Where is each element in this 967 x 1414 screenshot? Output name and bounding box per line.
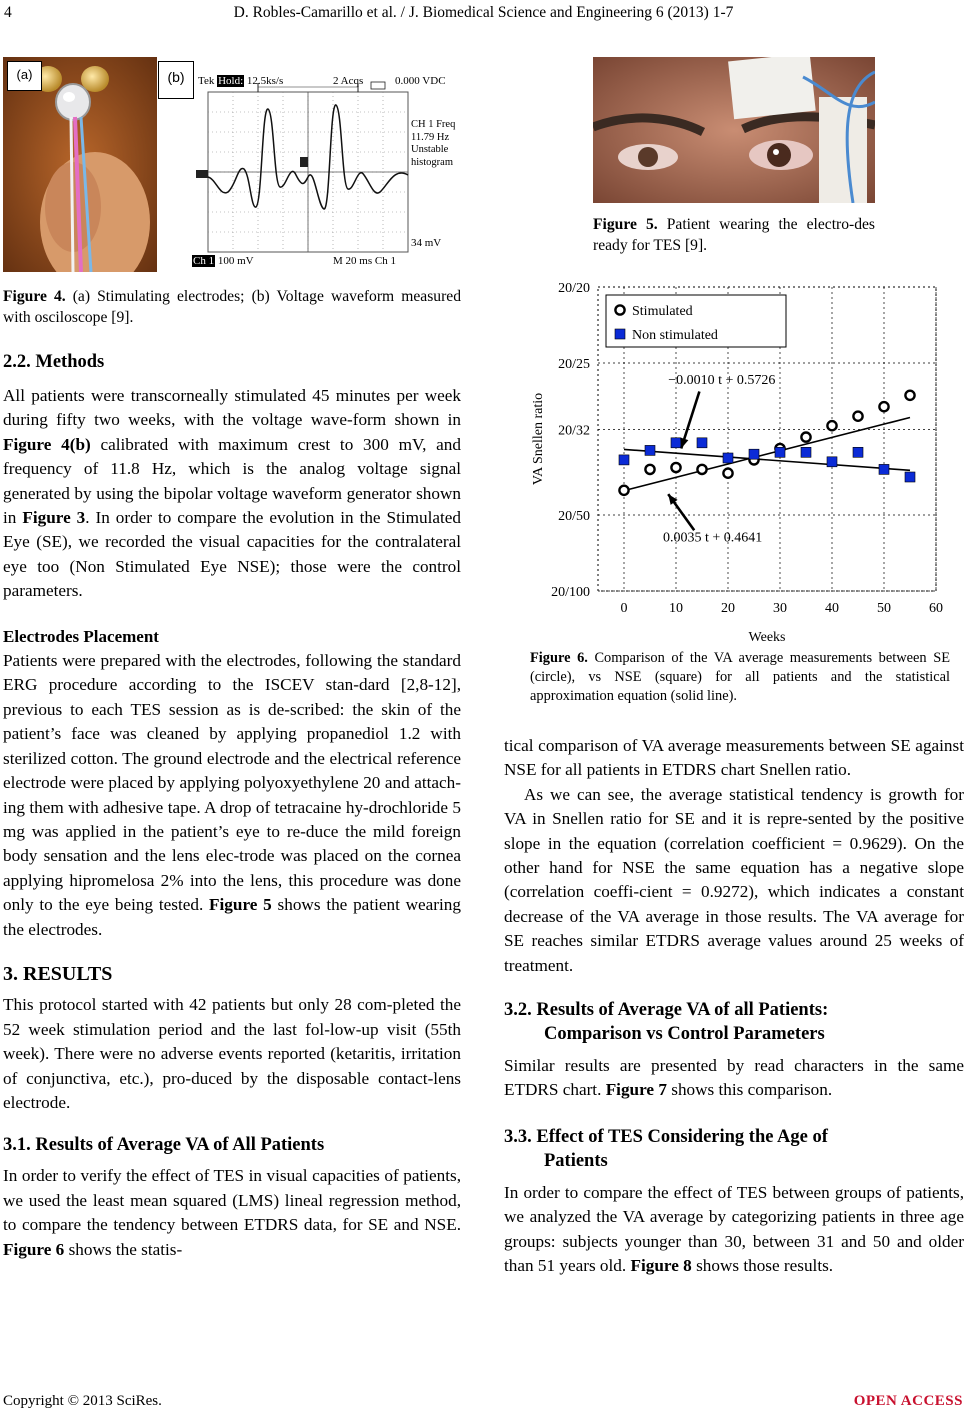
y-axis-label: VA Snellen ratio: [531, 392, 546, 486]
scope-freq-readout: [411, 119, 455, 169]
figure5-caption: [593, 214, 875, 256]
text-run: All patients were transcorneally stimulated 45 minutes per week during fifty two weeks, with the voltage wave-form shown in: [3, 386, 461, 430]
data-point-stimulated: [905, 391, 914, 400]
scope-channel-badge: Ch 1: [193, 255, 215, 267]
figure4-caption: [3, 286, 461, 328]
data-point-stimulated: [853, 412, 862, 421]
scope-vdc: 0.000 VDC: [395, 75, 446, 87]
data-point-non-stimulated: [775, 447, 785, 457]
scope-freq-label: CH 1 Freq: [411, 119, 456, 130]
scope-freq-mode: histogram: [411, 156, 453, 168]
figure4-panel-a: [3, 57, 157, 272]
x-tick-label: 40: [825, 601, 839, 616]
data-point-stimulated: [619, 486, 628, 495]
data-point-stimulated: [723, 469, 732, 478]
figure6-chart: [520, 275, 967, 645]
data-point-non-stimulated: [645, 445, 655, 455]
figure-ref: Figure 5: [209, 895, 272, 915]
heading-3-1: 3.1. Results of Average VA of All Patients: [3, 1135, 325, 1156]
figure4-panel-b: [158, 57, 463, 272]
scope-freq-status: Unstable: [411, 144, 449, 155]
y-tick-label: 20/20: [558, 281, 590, 296]
text-run: Patients were prepared with the electrodes, following the standard ERG procedure according to the ISCEV stan-dard [2,8-12], previous to each TES session as is de-scribed: the skin of the patient’s face was cleaned by applying propanediol 1.2 with sterilized cotton. The ground electrode and the electrical reference electrode were placed by applying polyoxyethylene 20 and attach-ing them with adhesive tape. A drop of tetracaine hy-drochloride 5 mg was applied in the patient’s eye to re-duce the mild foreign body sensation and the lens elec-trode was placed on the cornea applying hipromelosa 2% into the lens, this procedure was done only to the eye being tested.: [3, 651, 461, 915]
running-header: [0, 2, 967, 26]
y-tick-label: 20/25: [558, 357, 590, 372]
figure-ref: Figure 4(b): [3, 434, 91, 454]
data-point-non-stimulated: [905, 472, 915, 482]
text-run: shows the statis-: [64, 1239, 183, 1259]
x-tick-label: 30: [773, 601, 787, 616]
scope-status: [198, 75, 283, 87]
text-run: Similar results are presented by read characters in the same ETDRS chart.: [504, 1056, 964, 1100]
heading-3-2-line2: Comparison vs Control Parameters: [544, 1024, 825, 1045]
y-tick-label: 20/50: [558, 509, 590, 524]
legend-label-non-stimulated: Non stimulated: [632, 328, 718, 343]
x-tick-label: 60: [929, 601, 943, 616]
heading-results: 3. RESULTS: [3, 962, 113, 985]
paragraph-methods: [3, 384, 461, 604]
equation-upper: −0.0010 t + 0.5726: [668, 372, 776, 388]
equation-lower: 0.0035 t + 0.4641: [663, 530, 763, 546]
data-point-stimulated: [671, 463, 680, 472]
x-tick-label: 50: [877, 601, 891, 616]
data-point-stimulated: [697, 465, 706, 474]
paragraph-continued: tical comparison of VA average measurements between SE against NSE for all patients in ETDRS chart Snellen ratio.: [504, 736, 964, 780]
figure4-caption-label: Figure 4.: [3, 288, 66, 305]
scope-brand: Tek: [198, 75, 215, 87]
panel-b-label: (b): [158, 61, 194, 99]
scope-acqs: 2 Acqs: [333, 75, 364, 87]
data-point-non-stimulated: [853, 447, 863, 457]
figure4-caption-text: (a) Stimulating electrodes; (b) Voltage waveform measured with osciloscope [9].: [3, 288, 461, 326]
scope-channel-scale: 100 mV: [217, 255, 254, 267]
text-run: In order to verify the effect of TES in visual capacities of patients, we used the least mean squared (LMS) lineal regression method, to compare the tendency between ETDRS data, for SE and NSE.: [3, 1166, 461, 1235]
data-point-non-stimulated: [671, 438, 681, 448]
heading-3-2-line1: 3.2. Results of Average VA of all Patients:: [504, 1000, 829, 1021]
heading-3-2: [504, 998, 964, 1046]
data-point-stimulated: [645, 465, 654, 474]
legend-label-stimulated: Stimulated: [632, 304, 693, 319]
paragraph-3-2: [504, 1054, 964, 1103]
data-point-non-stimulated: [749, 449, 759, 459]
figure6-caption-label: Figure 6.: [530, 650, 588, 666]
figure6-caption: [530, 649, 950, 706]
text-run: shows the patient wearing the electrodes.: [3, 895, 461, 939]
figure5-photo: [593, 57, 875, 203]
running-title: D. Robles-Camarillo et al. / J. Biomedical Science and Engineering 6 (2013) 1-7: [233, 4, 734, 21]
text-run: shows this comparison.: [666, 1080, 833, 1100]
scope-rate: 12.5ks/s: [246, 75, 284, 87]
figure-ref: Figure 3: [22, 508, 86, 528]
y-tick-label: 20/32: [558, 423, 590, 439]
scope-hold-badge: Hold:: [218, 75, 244, 87]
figure-ref: Figure 7: [605, 1080, 667, 1100]
y-tick-label: 20/100: [551, 585, 590, 600]
x-tick-label: 0: [620, 601, 628, 616]
figure5-caption-label: Figure 5.: [593, 216, 658, 233]
panel-a-label: (a): [7, 61, 42, 91]
figure5-caption-text: Patient wearing the electro-des ready for TES [9].: [593, 216, 875, 254]
text-run: . In order to compare the evolution in the Stimulated Eye (SE), we recorded the visual capacities for the contralateral eye too (Non Stimulated Eye NSE); those were the control parameters.: [3, 508, 461, 601]
figure-ref: Figure 6: [3, 1239, 65, 1259]
data-point-stimulated: [827, 421, 836, 430]
x-axis-label: Weeks: [748, 630, 786, 645]
scope-mv: 34 mV: [411, 237, 442, 249]
text-run: In order to compare the effect of TES between groups of patients, we analyzed the VA average by categorizing patients in three age groups: subjects younger than 30, between 31 and 50 and older than 51 years old.: [504, 1182, 964, 1276]
data-point-non-stimulated: [801, 447, 811, 457]
fit-line: [624, 449, 910, 470]
heading-electrodes-placement: Electrodes Placement: [3, 626, 159, 646]
data-point-non-stimulated: [619, 455, 629, 465]
heading-methods: 2.2. Methods: [3, 352, 105, 372]
open-access-badge: OPEN ACCESS: [853, 1393, 963, 1409]
text-run: calibrated with maximum crest to 300 mV, and frequency of 11.8 Hz, which is the analog voltage signal generated by using the bipolar voltage waveform generator shown in: [3, 434, 461, 528]
x-tick-label: 20: [721, 601, 735, 616]
page-number: 4: [4, 4, 12, 21]
copyright: Copyright © 2013 SciRes.: [3, 1393, 162, 1409]
scope-footer: [192, 255, 254, 267]
legend-marker-non-stimulated: [615, 329, 625, 339]
va-scatter-chart: [520, 275, 967, 645]
left-column: [3, 350, 461, 1262]
paragraph-results: This protocol started with 42 patients but only 28 com-pleted the 52 week stimulation period and the last fol-low-up visit (55th week). There were no adverse events reported (ketaritis, irritation of conjunctiva, etc.), pro-duced by the disposable contact-lens electrode.: [3, 995, 461, 1112]
data-point-non-stimulated: [879, 464, 889, 474]
figure-ref: Figure 8: [630, 1256, 692, 1276]
data-point-stimulated: [879, 402, 888, 411]
scope-freq-value: 11.79 Hz: [411, 131, 450, 143]
heading-3-3-line1: 3.3. Effect of TES Considering the Age of: [504, 1126, 828, 1147]
text-run: shows those results.: [691, 1256, 834, 1276]
heading-3-3: [504, 1125, 964, 1173]
data-point-stimulated: [801, 433, 810, 442]
heading-3-3-line2: Patients: [544, 1150, 608, 1171]
paragraph-as-we-can-see: As we can see, the average statistical tendency is growth for VA in Snellen ratio for SE and it is repre-sented by the positive slope in the equation (correlation coefficient = 0.9629). On the other hand for NSE the same equation has a negative slope (correlation coeffi-cient = 0.9272), which indicates a constant decrease of the VA average in those results. The VA average for SE reaches similar ETDRS average values around 25 weeks of treatment.: [504, 784, 964, 975]
paragraph-electrodes: [3, 649, 461, 942]
figure6-caption-text: Comparison of the VA average measurements between SE (circle), vs NSE (square) for all patients and the statistical approximation equation (solid line).: [530, 650, 950, 704]
right-column: [504, 734, 964, 1279]
paragraph-3-1: [3, 1164, 461, 1262]
data-point-non-stimulated: [827, 457, 837, 467]
x-tick-label: 10: [669, 601, 683, 616]
patient-photo: [593, 57, 875, 203]
data-point-non-stimulated: [697, 438, 707, 448]
arrow-upper-head: [680, 438, 688, 449]
fit-line: [624, 417, 910, 490]
legend-marker-stimulated: [615, 305, 624, 314]
scope-timebase: M 20 ms Ch 1: [333, 255, 396, 267]
data-point-non-stimulated: [723, 453, 733, 463]
paragraph-3-3: [504, 1181, 964, 1279]
